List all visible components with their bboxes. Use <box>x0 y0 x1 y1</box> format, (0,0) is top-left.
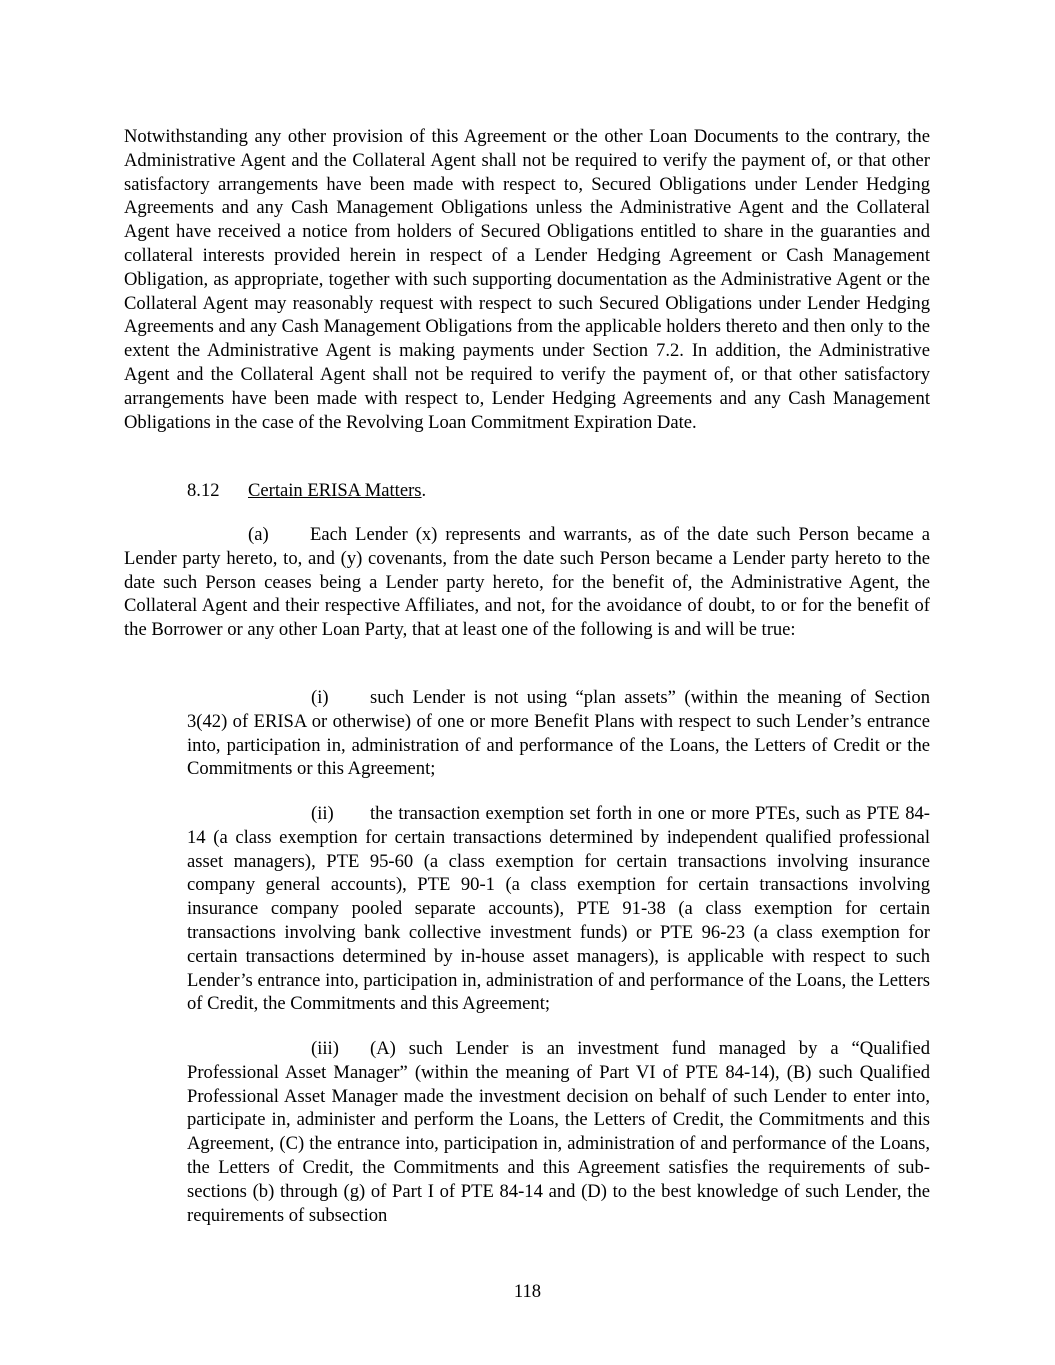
clause-iii-label: (iii) <box>311 1038 339 1059</box>
clause-a-label: (a) <box>248 524 269 545</box>
page-number: 118 <box>513 1281 542 1302</box>
section-heading <box>187 479 426 503</box>
clause-i-paragraph <box>187 686 930 781</box>
section-title-period: . <box>421 480 427 501</box>
section-number: 8.12 <box>187 480 220 501</box>
clause-a-paragraph <box>124 523 930 642</box>
section-title: Certain ERISA Matters <box>248 480 422 501</box>
clause-ii-paragraph <box>187 802 930 1016</box>
clause-i-label: (i) <box>311 687 329 708</box>
clause-iii-text: (A) such Lender is an investment fund managed by a “Qualified Professional Asset Manager” (within the meaning of Part VI of PTE 84-14), (B) such Qualified Professional Asset Manager made the investment decision on behalf of such Lender to enter into, participate in, administer and perform the Loans, the Letters of Credit, the Commitments and this Agreement, (C) the entrance into, participation in, administration of and performance of the Loans, the Letters of Credit, the Commitments and this Agreement satisfies the requirements of sub-sections (b) through (g) of Part I of PTE 84-14 and (D) to the best knowledge of such Lender, the requirements of subsection <box>187 1038 930 1226</box>
clause-ii-text: the transaction exemption set forth in one or more PTEs, such as PTE 84-14 (a class exemption for certain transactions determined by independent qualified professional asset managers), PTE 95-60 (a class exemption for certain transactions involving insurance company general accounts), PTE 90-1 (a class exemption for certain transactions involving insurance company pooled separate accounts), PTE 91-38 (a class exemption for certain transactions involving bank collective investment funds) or PTE 96-23 (a class exemption for certain transactions determined by in-house asset managers), is applicable with respect to such Lender’s entrance into, participation in, administration of and performance of the Loans, the Letters of Credit, the Commitments and this Agreement; <box>187 803 930 1015</box>
clause-ii-label: (ii) <box>311 803 334 824</box>
intro-paragraph: Notwithstanding any other provision of this Agreement or the other Loan Documents to the contrary, the Administrative Agent and the Collateral Agent shall not be required to verify the payment of, or that other satisfactory arrangements have been made with respect to, Secured Obligations under Lender Hedging Agreements and any Cash Management Obligations unless the Administrative Agent and the Collateral Agent have received a notice from holders of Secured Obligations entitled to share in the guaranties and collateral interests provided herein in respect of a Lender Hedging Agreement or Cash Management Obligation, as appropriate, together with such supporting documentation as the Administrative Agent or the Collateral Agent may reasonably request with respect to such Secured Obligations under Lender Hedging Agreements and any Cash Management Obligations from the applicable holders thereto and then only to the extent the Administrative Agent is making payments under Section 7.2. In addition, the Administrative Agent and the Collateral Agent shall not be required to verify the payment of, or that other satisfactory arrangements have been made with respect to, Lender Hedging Agreements and any Cash Management Obligations in the case of the Revolving Loan Commitment Expiration Date. <box>124 126 930 433</box>
clause-iii-paragraph <box>187 1037 930 1227</box>
clause-i-text: such Lender is not using “plan assets” (within the meaning of Section 3(42) of ERISA or otherwise) of one or more Benefit Plans with respect to such Lender’s entrance into, participation in, administration of and performance of the Loans, the Letters of Credit or the Commitments or this Agreement; <box>187 687 930 780</box>
clause-a-text: Each Lender (x) represents and warrants, as of the date such Person became a Lender party hereto, to, and (y) covenants, from the date such Person became a Lender party hereto to the date such Person ceases being a Lender party hereto, for the benefit of, the Administrative Agent, the Collateral Agent and their respective Affiliates, and not, for the avoidance of doubt, to or for the benefit of the Borrower or any other Loan Party, that at least one of the following is and will be true: <box>124 524 930 641</box>
